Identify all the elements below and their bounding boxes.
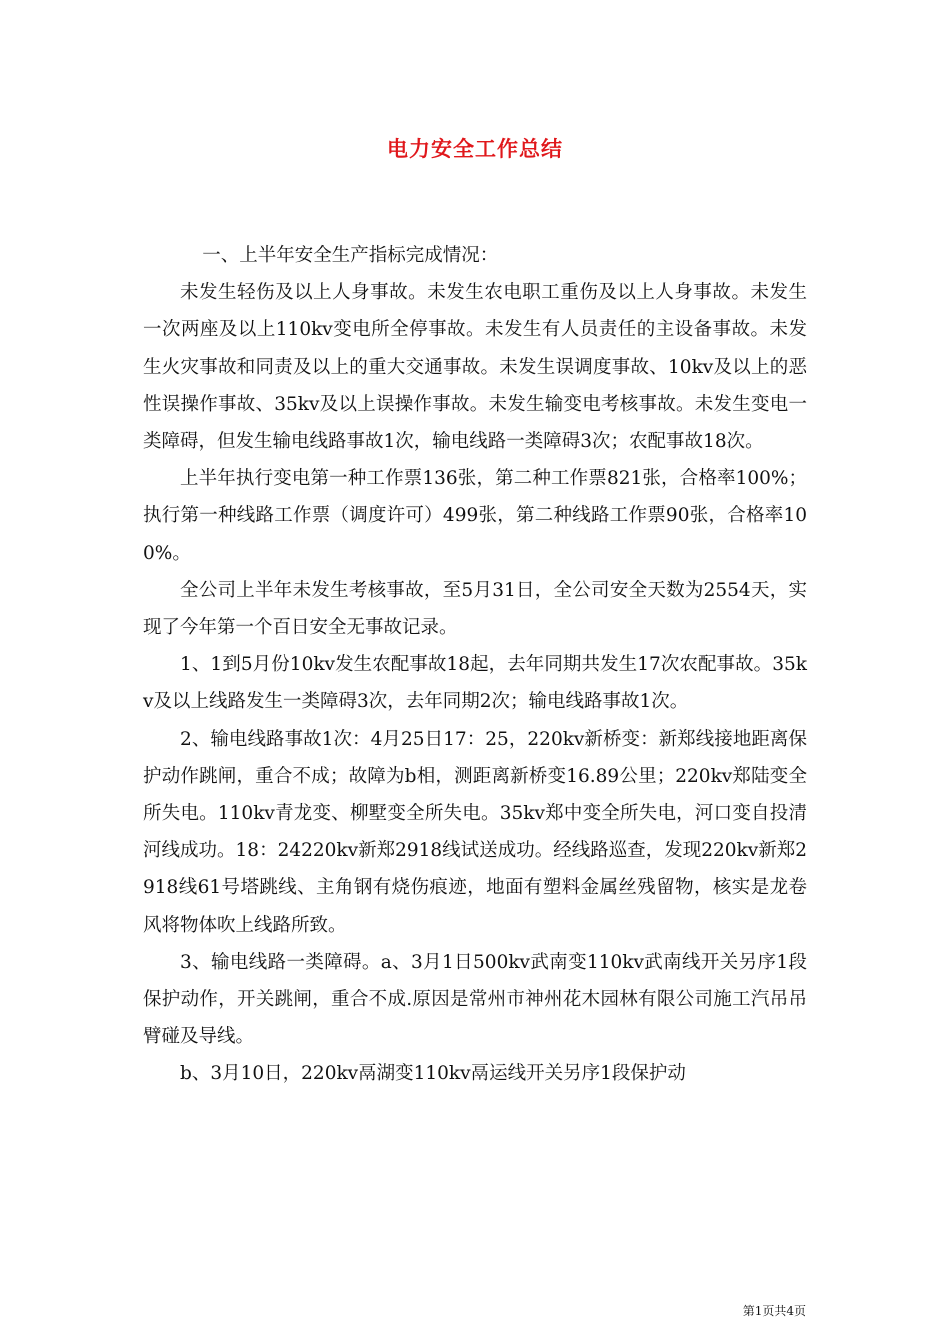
paragraph-item-3b: b、3月10日，220kv鬲湖变110kv鬲运线开关另序1段保护动: [180, 1063, 686, 1085]
page-indicator: 第1页共4页: [742, 1304, 806, 1318]
document-body: [143, 237, 807, 1093]
paragraph-item-1: 1、1到5月份10kv发生农配事故18起，去年同期共发生17次农配事故。35kv及以上线路发生一类障碍3次，去年同期2次；输电线路事故1次。: [143, 654, 807, 713]
paragraph-item-3: 3、输电线路一类障碍。a、3月1日500kv武南变110kv武南线开关另序1段保护动作，开关跳闸，重合不成.原因是常州市神州花木园林有限公司施工汽吊吊臂碰及导线。: [143, 951, 807, 1048]
paragraph-work-tickets: 上半年执行变电第一种工作票136张，第二种工作票821张，合格率100%；执行第一种线路工作票（调度许可）499张，第二种线路工作票90张，合格率100%。: [143, 468, 807, 564]
paragraph-item-2: 2、输电线路事故1次：4月25日17：25，220kv新桥变：新郑线接地距离保护动作跳闸，重合不成；故障为b相，测距离新桥变16.89公里；220kv郑陆变全所失电。110kv青龙变、柳墅变全所失电。35kv郑中变全所失电，河口变自投清河线成功。18：24220kv新郑2918线试送成功。经线路巡查，发现220kv新郑2918线61号塔跳线、主角钢有烧伤痕迹，地面有塑料金属丝残留物，核实是龙卷风将物体吹上线路所致。: [143, 728, 807, 936]
document-title: 电力安全工作总结: [387, 137, 563, 161]
section-heading: 一、上半年安全生产指标完成情况：: [202, 245, 499, 266]
paragraph-safety-days: 全公司上半年未发生考核事故，至5月31日，全公司安全天数为2554天，实现了今年第一个百日安全无事故记录。: [143, 579, 807, 639]
paragraph-safety-summary: 未发生轻伤及以上人身事故。未发生农电职工重伤及以上人身事故。未发生一次两座及以上110kv变电所全停事故。未发生有人员责任的主设备事故。未发生火灾事故和同责及以上的重大交通事故。未发生误调度事故、10kv及以上的恶性误操作事故、35kv及以上误操作事故。未发生输变电考核事故。未发生变电一类障碍，但发生输电线路事故1次，输电线路一类障碍3次；农配事故18次。: [143, 282, 807, 453]
